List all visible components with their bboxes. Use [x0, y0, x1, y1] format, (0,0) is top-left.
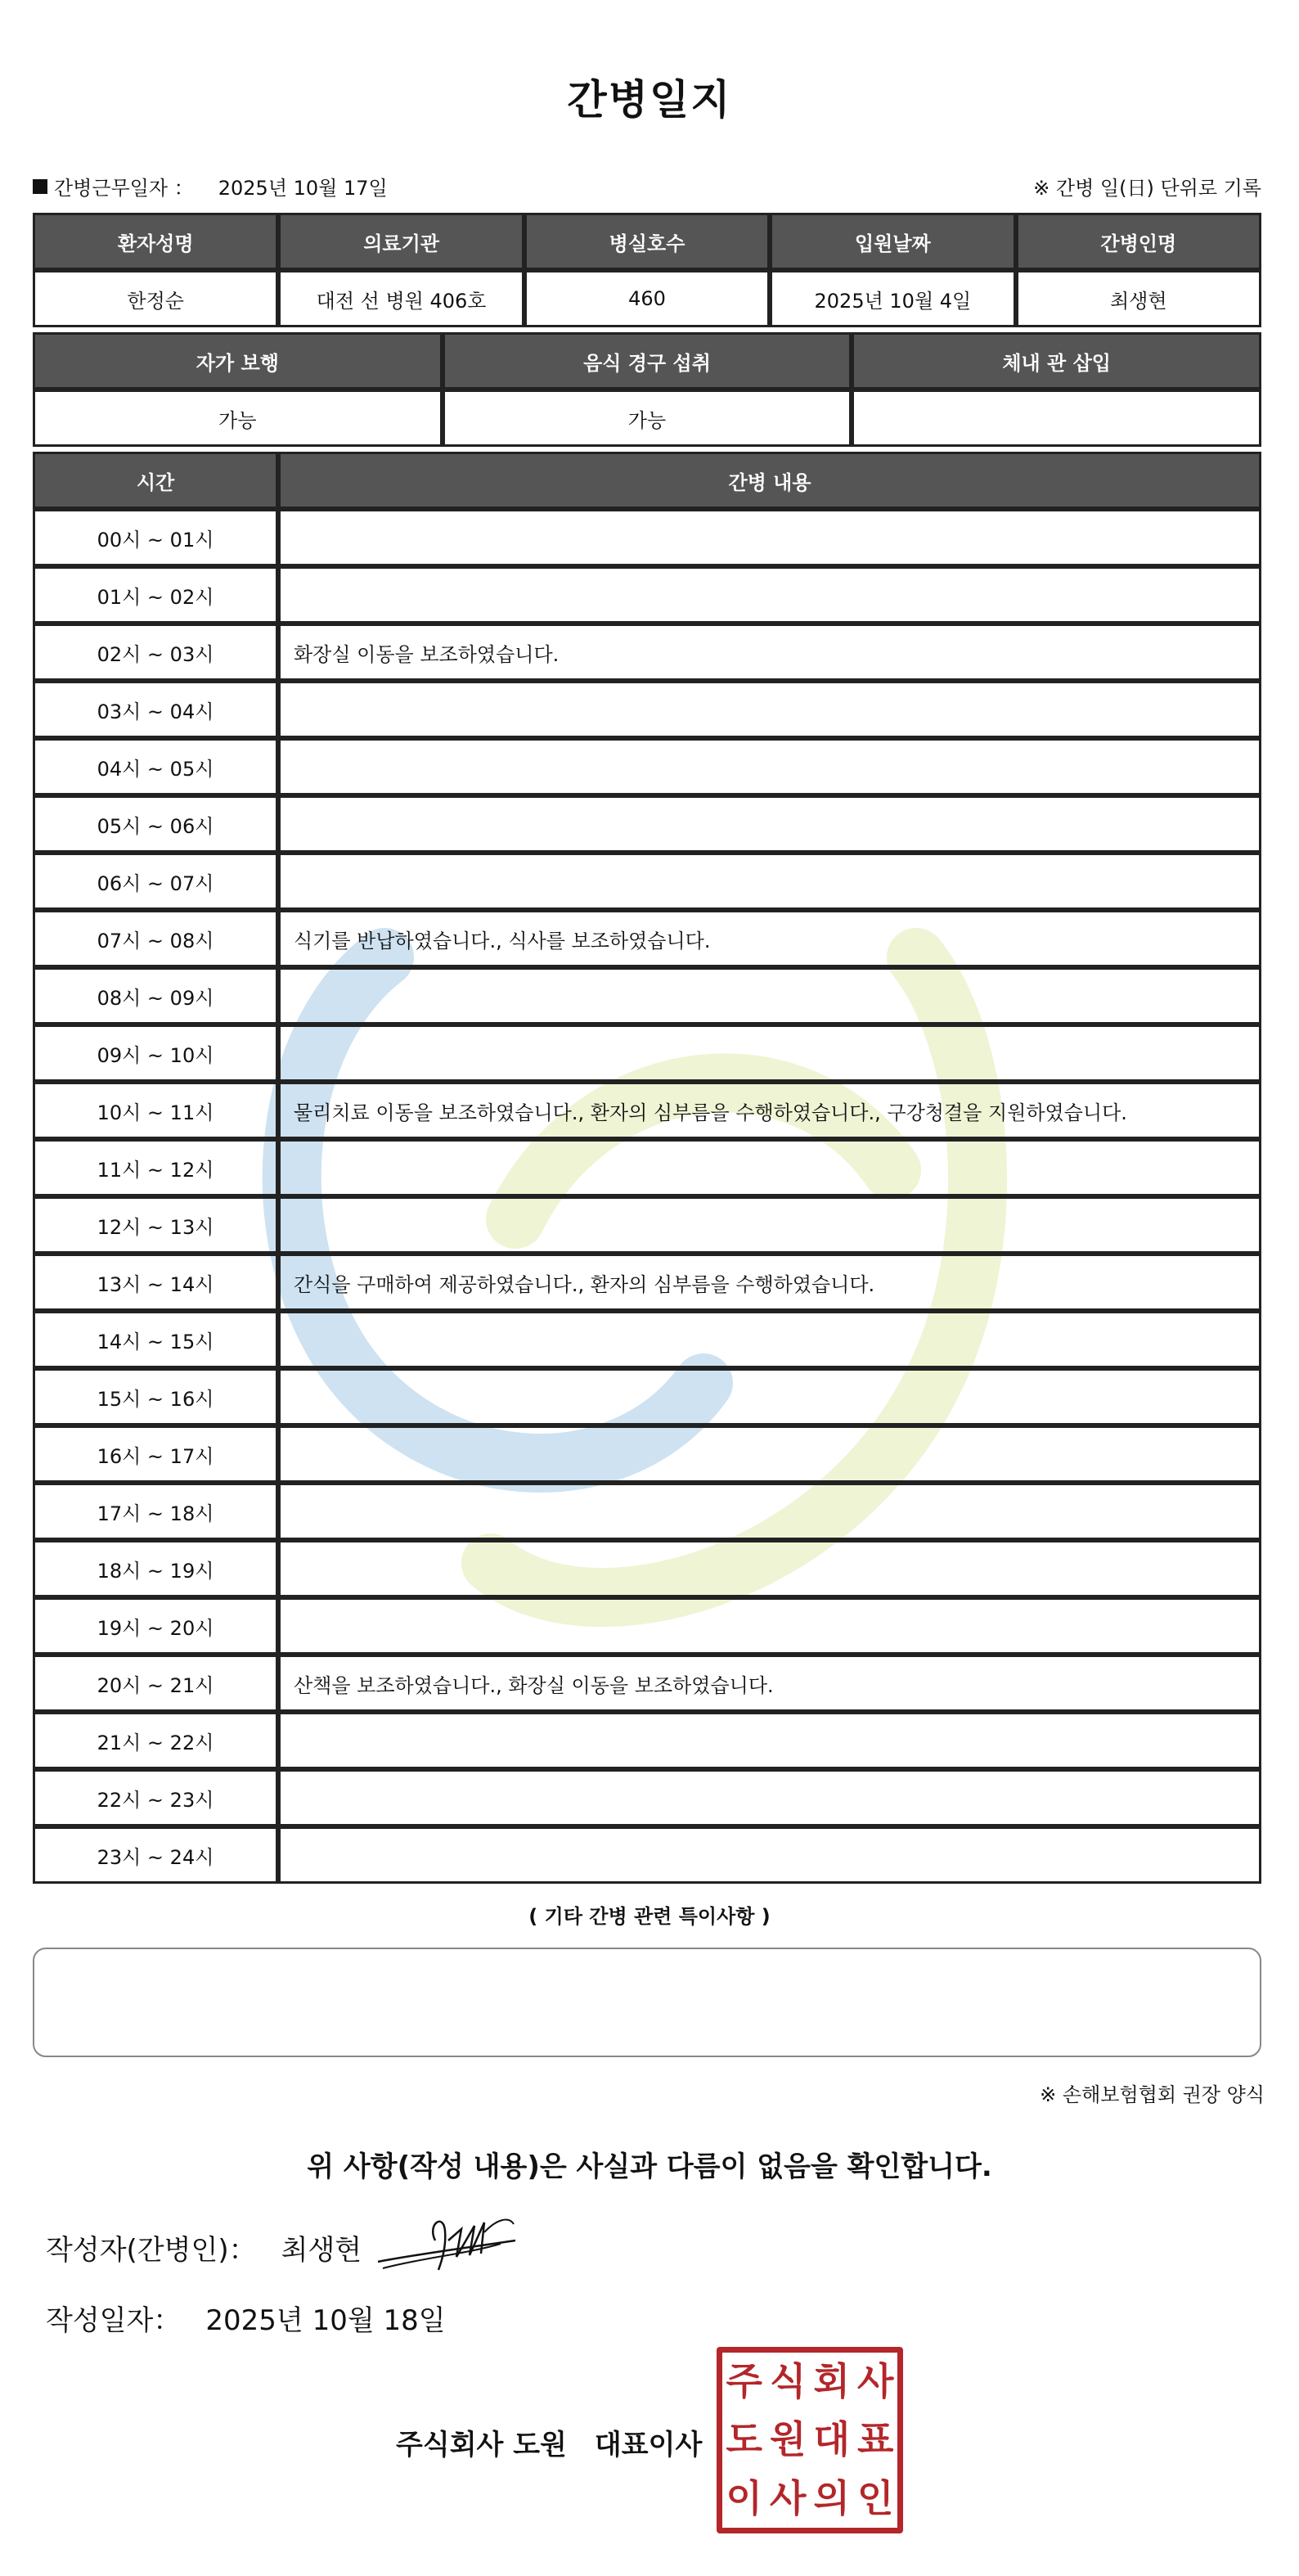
care-log-time: 20시 ~ 21시: [33, 1655, 278, 1712]
care-log-time: 18시 ~ 19시: [33, 1540, 278, 1597]
care-log-content: 물리치료 이동을 보조하였습니다., 환자의 심부름을 수행하였습니다., 구강청결을 지원하였습니다.: [278, 1082, 1261, 1139]
care-log-time: 14시 ~ 15시: [33, 1311, 278, 1368]
written-date-line: [46, 2298, 446, 2338]
care-log-header-row: [33, 452, 1261, 509]
company-name: 주식회사 도원: [396, 2429, 567, 2461]
company-seal-stamp: [717, 2347, 903, 2533]
care-log-content: [278, 681, 1261, 738]
care-log-time: 06시 ~ 07시: [33, 853, 278, 910]
care-log-time: 15시 ~ 16시: [33, 1368, 278, 1425]
care-log-content: 간식을 구매하여 제공하였습니다., 환자의 심부름을 수행하였습니다.: [278, 1254, 1261, 1311]
care-log-row: [33, 681, 1261, 738]
header-room: 병실호수: [524, 213, 770, 270]
work-date-value: 2025년 10월 17일: [218, 177, 388, 200]
care-log-time: 17시 ~ 18시: [33, 1483, 278, 1540]
care-log-content: [278, 509, 1261, 566]
care-log-row: [33, 1025, 1261, 1082]
seal-character: 원: [770, 2417, 807, 2462]
care-log-row: [33, 910, 1261, 967]
care-log-content: [278, 1425, 1261, 1483]
status-header-row: [33, 332, 1261, 390]
care-log-time: 12시 ~ 13시: [33, 1196, 278, 1254]
care-log-content: [278, 1311, 1261, 1368]
care-log-time: 21시 ~ 22시: [33, 1712, 278, 1769]
care-log-content: [278, 738, 1261, 795]
care-log-content: [278, 1368, 1261, 1425]
header-oral-intake: 음식 경구 섭취: [443, 332, 852, 390]
care-log-row: [33, 1425, 1261, 1483]
written-date-value: 2025년 10월 18일: [205, 2304, 446, 2337]
care-log-time: 03시 ~ 04시: [33, 681, 278, 738]
care-log-row: [33, 1196, 1261, 1254]
unit-note: ※ 간병 일(日) 단위로 기록: [1033, 177, 1261, 200]
seal-character: 표: [857, 2417, 894, 2462]
confirm-statement: 위 사항(작성 내용)은 사실과 다름이 없음을 확인합니다.: [307, 2150, 992, 2183]
care-log-row: [33, 1769, 1261, 1826]
patient-info-table: [33, 213, 1261, 327]
handwritten-signature: [370, 2208, 525, 2281]
care-log-time: 16시 ~ 17시: [33, 1425, 278, 1483]
care-log-time: 02시 ~ 03시: [33, 624, 278, 681]
care-log-row: [33, 1082, 1261, 1139]
remarks-title: ( 기타 간병 관련 특이사항 ): [528, 1905, 771, 1928]
square-bullet-icon: [33, 179, 47, 194]
room-number: 460: [524, 270, 770, 327]
care-log-row: [33, 1826, 1261, 1884]
care-log-row: [33, 967, 1261, 1025]
care-log-row: [33, 1597, 1261, 1655]
care-log-time: 05시 ~ 06시: [33, 795, 278, 853]
seal-characters: [722, 2353, 897, 2528]
care-log-time: 19시 ~ 20시: [33, 1597, 278, 1655]
seal-character: 이: [726, 2475, 762, 2520]
care-log-row: [33, 1311, 1261, 1368]
seal-character: 대: [813, 2417, 850, 2462]
care-log-row: [33, 1139, 1261, 1196]
care-log-content: [278, 566, 1261, 624]
care-log-time: 08시 ~ 09시: [33, 967, 278, 1025]
care-log-row: [33, 1254, 1261, 1311]
seal-character: 회: [813, 2359, 850, 2403]
remarks-box: [33, 1948, 1261, 2057]
care-log-content: [278, 1139, 1261, 1196]
work-date: [33, 172, 388, 200]
header-self-walking: 자가 보행: [33, 332, 443, 390]
header-hospital: 의료기관: [278, 213, 524, 270]
care-log-content: [278, 1826, 1261, 1884]
care-log-time: 10시 ~ 11시: [33, 1082, 278, 1139]
header-tube-insertion: 체내 관 삽입: [852, 332, 1261, 390]
care-log-time: 07시 ~ 08시: [33, 910, 278, 967]
care-log-row: [33, 1712, 1261, 1769]
seal-character: 사: [770, 2475, 807, 2520]
care-log-row: [33, 795, 1261, 853]
writer-line: [46, 2227, 362, 2268]
care-log-body: [33, 509, 1261, 1884]
self-walking-value: 가능: [33, 390, 443, 447]
care-log-content: [278, 967, 1261, 1025]
company-line: [396, 2422, 702, 2462]
care-log-table: [33, 452, 1261, 1884]
tube-insertion-value: [852, 390, 1261, 447]
admission-date: 2025년 10월 4일: [770, 270, 1015, 327]
header-patient-name: 환자성명: [33, 213, 278, 270]
care-log-time: 11시 ~ 12시: [33, 1139, 278, 1196]
care-log-row: [33, 853, 1261, 910]
writer-name: 최생현: [281, 2234, 362, 2267]
care-log-row: [33, 624, 1261, 681]
care-log-content: 산책을 보조하였습니다., 화장실 이동을 보조하였습니다.: [278, 1655, 1261, 1712]
care-log-row: [33, 738, 1261, 795]
writer-label: 작성자(간병인)：: [46, 2234, 257, 2267]
care-log-time: 22시 ~ 23시: [33, 1769, 278, 1826]
hospital-name: 대전 선 병원 406호: [278, 270, 524, 327]
oral-intake-value: 가능: [443, 390, 852, 447]
company-representative: 대표이사: [594, 2429, 703, 2461]
care-log-content: [278, 1540, 1261, 1597]
care-log-row: [33, 1540, 1261, 1597]
care-log-row: [33, 1483, 1261, 1540]
care-log-time: 23시 ~ 24시: [33, 1826, 278, 1884]
care-log-content: 화장실 이동을 보조하였습니다.: [278, 624, 1261, 681]
care-log-time: 00시 ~ 01시: [33, 509, 278, 566]
recommend-note: ※ 손해보험협회 권장 양식: [1040, 2083, 1265, 2106]
care-log-content: [278, 1712, 1261, 1769]
work-date-label: 간병근무일자 ：: [54, 177, 194, 200]
care-log-content: [278, 1769, 1261, 1826]
care-log-content: [278, 795, 1261, 853]
page-title: 간병일지: [567, 76, 732, 124]
header-caregiver-name: 간병인명: [1016, 213, 1261, 270]
seal-character: 의: [813, 2475, 850, 2520]
care-log-content: 식기를 반납하였습니다., 식사를 보조하였습니다.: [278, 910, 1261, 967]
status-value-row: [33, 390, 1261, 447]
seal-character: 주: [726, 2359, 762, 2403]
caregiver-name: 최생현: [1016, 270, 1261, 327]
seal-character: 도: [726, 2417, 762, 2462]
patient-status-table: [33, 332, 1261, 447]
written-date-label: 작성일자：: [46, 2304, 182, 2337]
patient-name: 한정순: [33, 270, 278, 327]
care-log-content: [278, 853, 1261, 910]
seal-character: 인: [857, 2475, 894, 2520]
care-log-time: 13시 ~ 14시: [33, 1254, 278, 1311]
care-log-content: [278, 1025, 1261, 1082]
care-log-content: [278, 1196, 1261, 1254]
seal-character: 사: [857, 2359, 894, 2403]
care-log-row: [33, 566, 1261, 624]
care-log-row: [33, 1655, 1261, 1712]
care-log-content: [278, 1597, 1261, 1655]
patient-info-header-row: [33, 213, 1261, 270]
care-log-time: 09시 ~ 10시: [33, 1025, 278, 1082]
care-log-time: 01시 ~ 02시: [33, 566, 278, 624]
care-log-content: [278, 1483, 1261, 1540]
header-time: 시간: [33, 452, 278, 509]
care-log-row: [33, 509, 1261, 566]
care-log-row: [33, 1368, 1261, 1425]
header-care-content: 간병 내용: [278, 452, 1261, 509]
seal-character: 식: [770, 2359, 807, 2403]
meta-row: [33, 172, 1261, 198]
care-log-time: 04시 ~ 05시: [33, 738, 278, 795]
header-admission-date: 입원날짜: [770, 213, 1015, 270]
patient-info-value-row: [33, 270, 1261, 327]
